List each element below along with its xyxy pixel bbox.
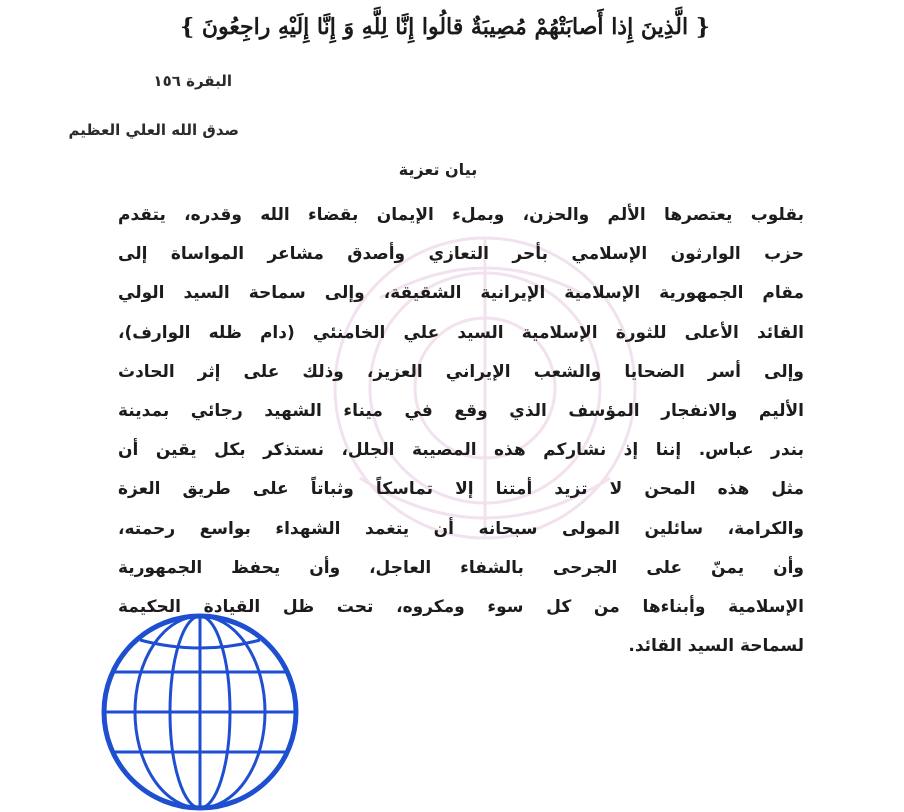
quran-verse: { الَّذِينَ إِذا أَصابَتْهُمْ مُصِيبَةٌ قالُوا إِنَّا لِلَّهِ وَ إِنَّا إِلَيْهِ راجِعُونَ } [180, 14, 710, 40]
body-line: وإلى أسر الضحايا والشعب الإيراني العزيز، وذلك على إثر الحادث [118, 361, 804, 382]
body-line: الإسلامية وأبناءها من كل سوء ومكروه، تحت ظل القيادة الحكيمة [118, 596, 804, 617]
body-line: القائد الأعلى للثورة الإسلامية السيد علي الخامنئي (دام ظله الوارف)، [118, 322, 804, 343]
statement-title: بيان تعزية [398, 160, 478, 179]
body-line: لسماحة السيد القائد. [628, 636, 804, 657]
body-line: الأليم والانفجار المؤسف الذي وقع في ميناء الشهيد رجائي بمدينة [118, 400, 804, 421]
body-line: بقلوب يعتصرها الألم والحزن، وبملء الإيمان بقضاء الله وقدره، يتقدم [118, 205, 804, 225]
body-line: مقام الجمهورية الإسلامية الإيرانية الشقيقة، وإلى سماحة السيد الولي [118, 283, 804, 304]
body-line: وأن يمنّ على الجرحى بالشفاء العاجل، وأن يحفظ الجمهورية [118, 557, 804, 578]
closing-phrase: صدق الله العلي العظيم [68, 121, 239, 139]
statement-body [118, 196, 804, 666]
body-line: مثل هذه المحن لا تزيد أمتنا إلا تماسكاً وثباتاً على طريق العزة [118, 479, 804, 500]
globe-logo-icon [100, 612, 300, 812]
body-line: بندر عباس. إننا إذ نشاركم هذه المصيبة الجلل، نستذكر بكل يقين أن [118, 440, 804, 461]
verse-reference: البقرة ١٥٦ [153, 72, 232, 90]
body-line: والكرامة، سائلين المولى سبحانه أن يتغمد الشهداء بواسع رحمته، [118, 518, 804, 539]
body-line: حزب الوارثون الإسلامي بأحر التعازي وأصدق مشاعر المواساة إلى [118, 244, 804, 265]
